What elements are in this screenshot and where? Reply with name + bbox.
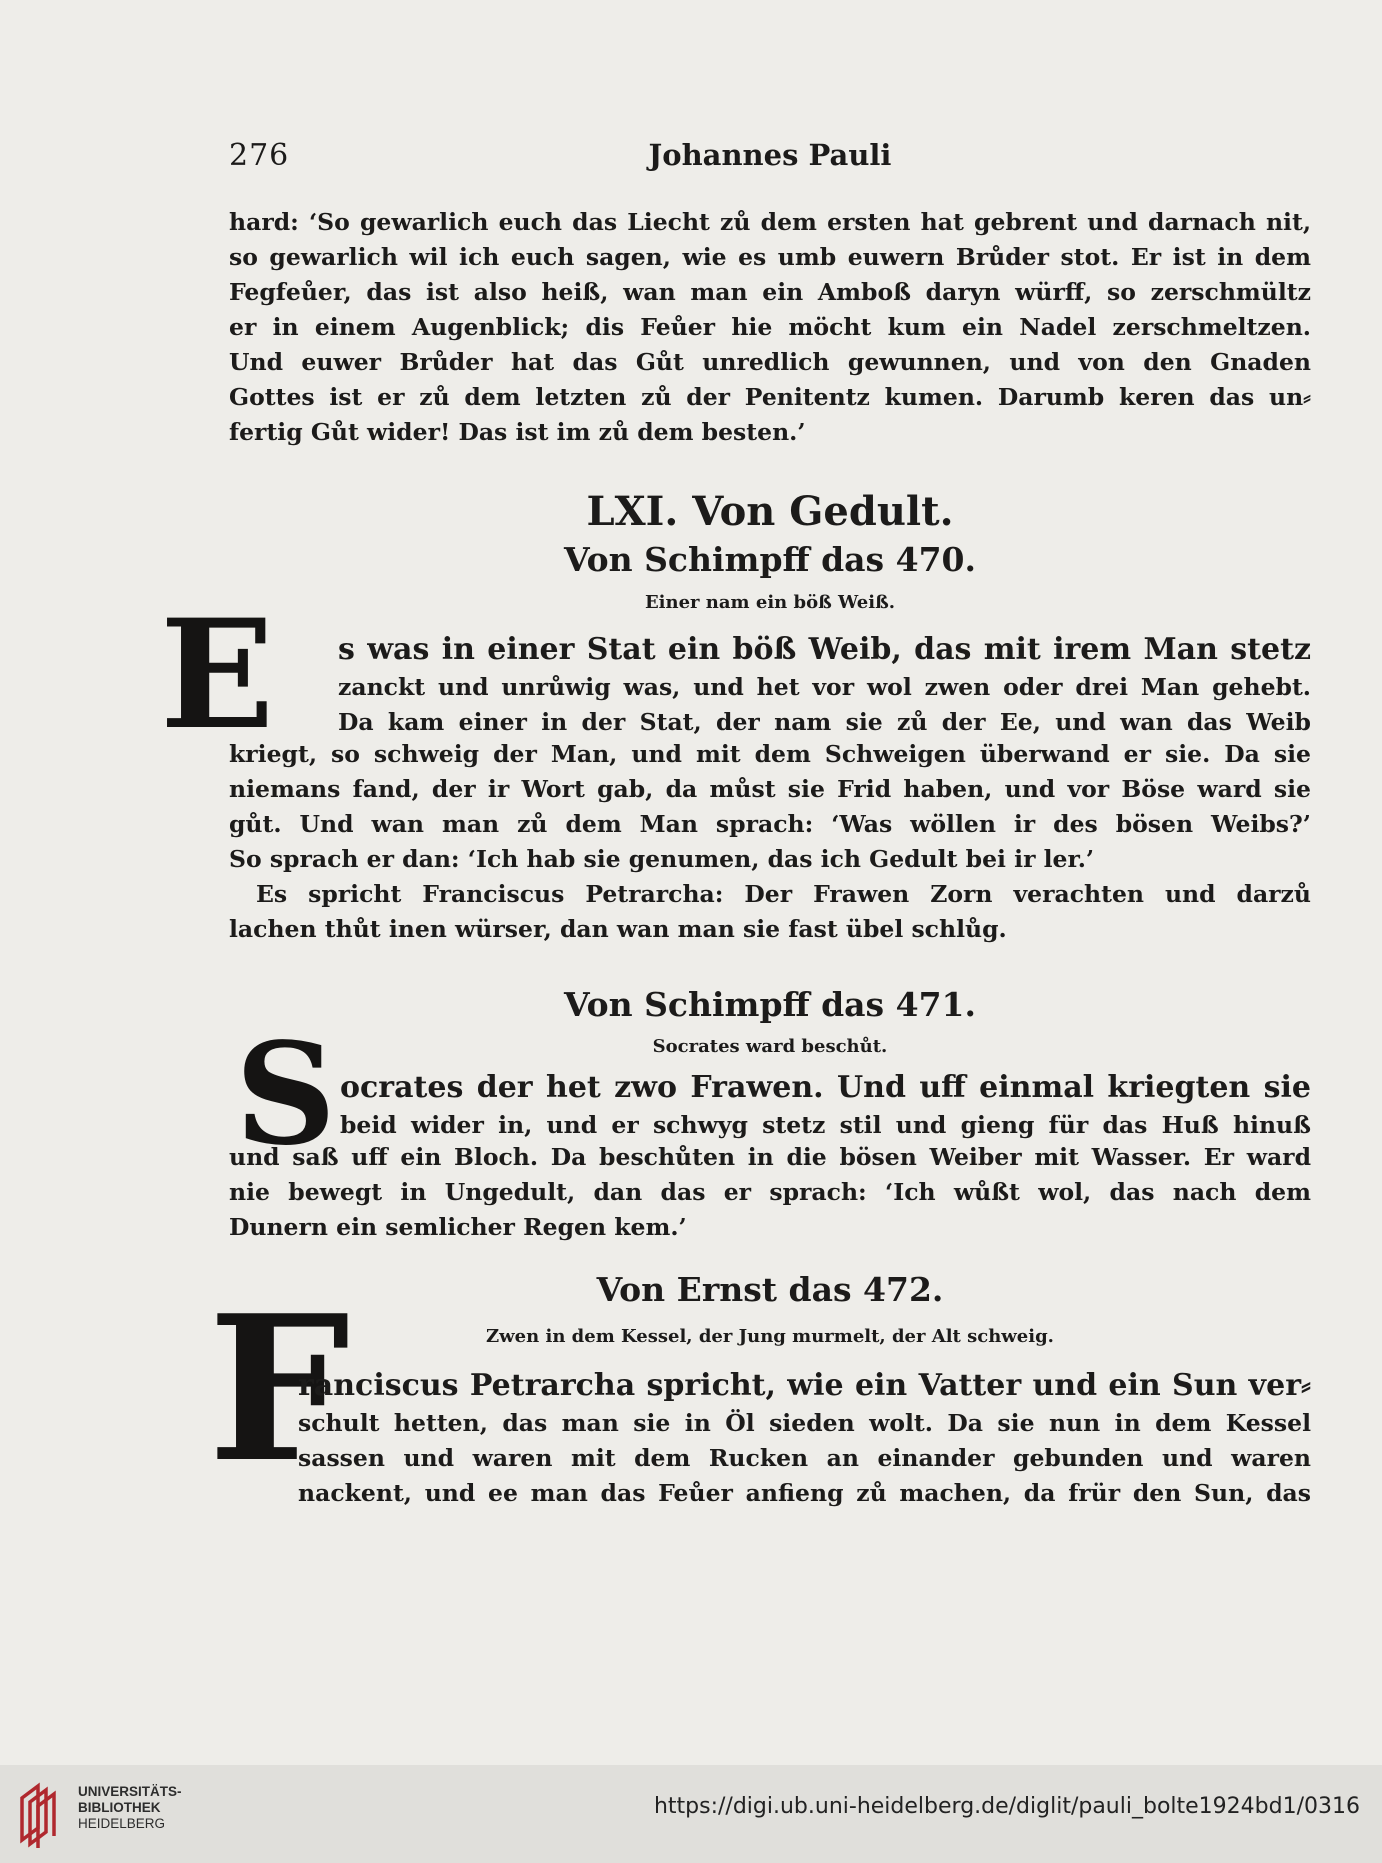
section-471-body xyxy=(229,1140,1311,1245)
text-line: Gottes ist er zů dem letzten zů der Penitentz kumen. Darumb keren das un⸗ xyxy=(229,383,1311,411)
section-471-opening xyxy=(340,1068,1311,1143)
text-line: schult hetten, das man sie in Öl sieden wolt. Da sie nun in dem Kessel xyxy=(298,1409,1311,1437)
drop-initial-s: S xyxy=(235,1013,337,1177)
section-470-body xyxy=(229,737,1311,947)
text-line: lachen thůt inen würser, dan wan man sie fast übel schlůg. xyxy=(229,915,1007,943)
section-470-opening xyxy=(338,630,1311,740)
book-spine-icon xyxy=(16,1778,68,1848)
intro-paragraph xyxy=(229,205,1311,450)
text-line: so gewarlich wil ich euch sagen, wie es umb euwern Brůder stot. Er ist in dem xyxy=(229,243,1311,271)
section-heading-471: Von Schimpff das 471. xyxy=(564,985,976,1024)
text-line: hard: ‘So gewarlich euch das Liecht zů dem ersten hat gebrent und darnach nit, xyxy=(229,208,1311,236)
section-subheading-472: Zwen in dem Kessel, der Jung murmelt, der Alt schweig. xyxy=(486,1326,1054,1347)
text-line: niemans fand, der ir Wort gab, da můst sie Frid haben, und vor Böse ward sie xyxy=(229,775,1311,803)
drop-initial-e: E xyxy=(160,587,275,763)
text-line: und saß uff ein Bloch. Da beschůten in die bösen Weiber mit Wasser. Er ward xyxy=(229,1143,1311,1171)
text-line: nie bewegt in Ungedult, dan das er sprach: ‘Ich wůßt wol, das nach dem xyxy=(229,1178,1311,1206)
library-logo-text xyxy=(78,1784,182,1832)
text-line: sassen und waren mit dem Rucken an einander gebunden und waren xyxy=(298,1444,1311,1472)
running-title: Johannes Pauli xyxy=(648,138,892,172)
text-line: Und euwer Brůder hat das Gůt unredlich gewunnen, und von den Gnaden xyxy=(229,348,1311,376)
text-line: ranciscus Petrarcha spricht, wie ein Vatter und ein Sun ver⸗ xyxy=(298,1368,1311,1403)
section-heading-470: Von Schimpff das 470. xyxy=(564,540,976,579)
text-line: fertig Gůt wider! Das ist im zů dem besten.’ xyxy=(229,418,806,446)
text-line: So sprach er dan: ‘Ich hab sie genumen, das ich Gedult bei ir ler.’ xyxy=(229,845,1095,873)
text-line: nackent, und ee man das Feůer anfieng zů machen, da frür den Sun, das xyxy=(298,1479,1311,1507)
text-line: er in einem Augenblick; dis Feůer hie möcht kum ein Nadel zerschmeltzen. xyxy=(229,313,1311,341)
text-line: Da kam einer in der Stat, der nam sie zů der Ee, und wan das Weib xyxy=(338,708,1311,736)
text-line: zanckt und unrůwig was, und het vor wol zwen oder drei Man gehebt. xyxy=(338,673,1311,701)
chapter-title: LXI. Von Gedult. xyxy=(586,488,954,535)
section-subheading-470: Einer nam ein böß Weiß. xyxy=(644,592,896,613)
text-line: ocrates der het zwo Frawen. Und uff einmal kriegten sie xyxy=(340,1070,1311,1105)
text-line: beid wider in, und er schwyg stetz stil und gieng für das Huß hinuß xyxy=(340,1111,1311,1139)
permalink-url[interactable]: https://digi.ub.uni-heidelberg.de/diglit/pauli_bolte1924bd1/0316 xyxy=(653,1794,1360,1819)
text-line: Es spricht Franciscus Petrarcha: Der Frawen Zorn verachten und darzů xyxy=(256,880,1311,908)
text-line: gůt. Und wan man zů dem Man sprach: ‘Was wöllen ir des bösen Weibs?’ xyxy=(229,810,1311,838)
drop-initial-f: F xyxy=(208,1272,350,1507)
page-number: 276 xyxy=(229,138,290,173)
text-line: kriegt, so schweig der Man, und mit dem Schweigen überwand er sie. Da sie xyxy=(229,740,1311,768)
logo-line-1: UNIVERSITÄTS- xyxy=(78,1784,182,1799)
text-line: s was in einer Stat ein böß Weib, das mit irem Man stetz xyxy=(338,632,1311,667)
logo-line-2: BIBLIOTHEK xyxy=(78,1800,161,1815)
section-subheading-471: Socrates ward beschůt. xyxy=(652,1036,888,1057)
text-line: Fegfeůer, das ist also heiß, wan man ein Amboß daryn würff, so zerschmültz xyxy=(229,278,1311,306)
section-heading-472: Von Ernst das 472. xyxy=(596,1270,944,1309)
text-line: Dunern ein semlicher Regen kem.’ xyxy=(229,1213,687,1241)
logo-line-3: HEIDELBERG xyxy=(78,1816,166,1831)
page-header xyxy=(229,138,1311,178)
section-472-body xyxy=(298,1366,1311,1511)
